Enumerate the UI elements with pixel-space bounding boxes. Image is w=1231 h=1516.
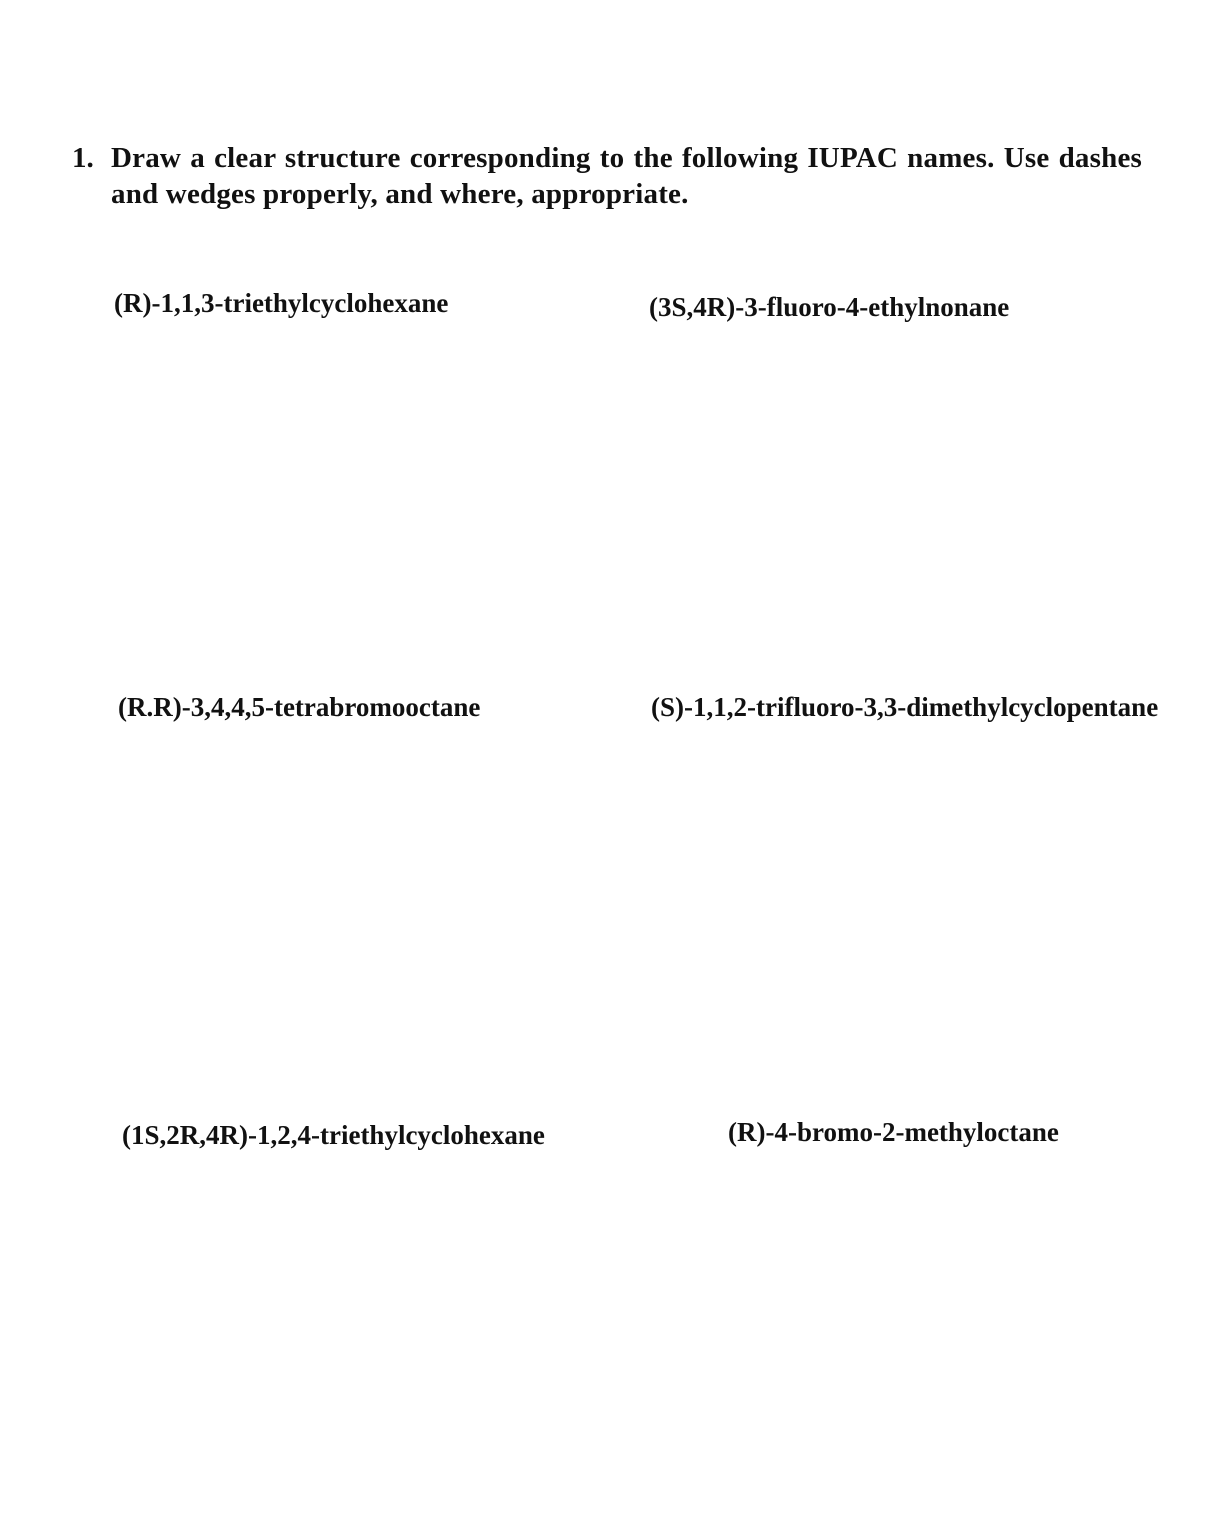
compound-name-2: (3S,4R)-3-fluoro-4-ethylnonane (649, 292, 1010, 322)
compound-name-3: (R.R)-3,4,4,5-tetrabromooctane (118, 692, 481, 722)
question-text: Draw a clear structure corresponding to the following IUPAC names. Use dashes and wedges properly, and where, appropriate. (111, 142, 1142, 210)
question-number: 1. (72, 142, 94, 174)
compound-name-1: (R)-1,1,3-triethylcyclohexane (114, 288, 449, 318)
compound-name-6: (R)-4-bromo-2-methyloctane (728, 1117, 1059, 1147)
compound-name-4: (S)-1,1,2-trifluoro-3,3-dimethylcyclopentane (651, 692, 1159, 722)
compound-name-5: (1S,2R,4R)-1,2,4-triethylcyclohexane (122, 1120, 545, 1150)
question-1 (72, 140, 1142, 212)
